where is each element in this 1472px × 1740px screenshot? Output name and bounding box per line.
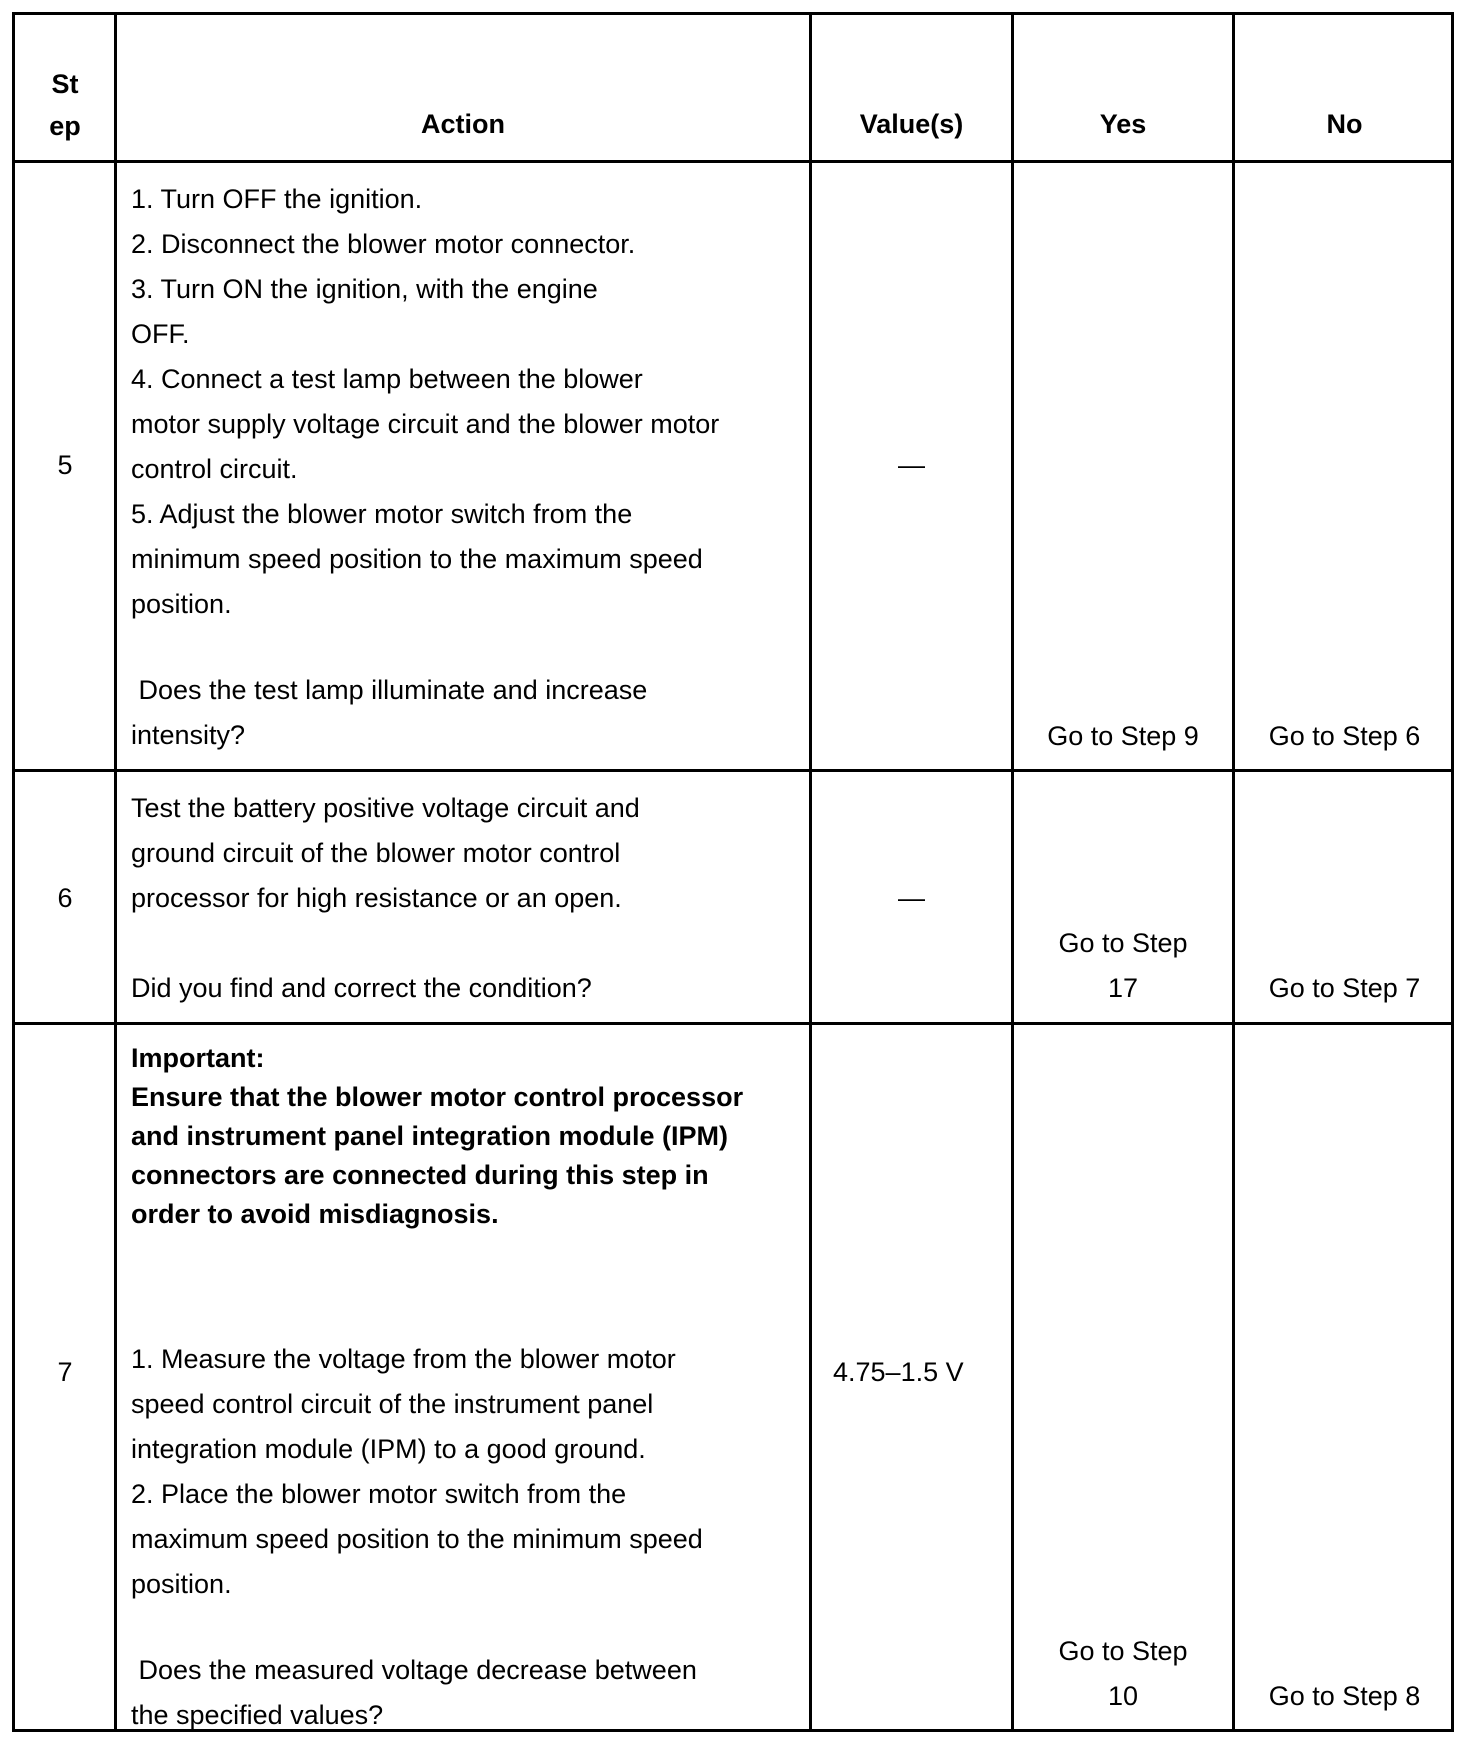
- no-line: Go to Step 7: [1268, 973, 1421, 1003]
- action-line: 2. Disconnect the blower motor connector.: [131, 229, 636, 259]
- header-step: [15, 63, 115, 147]
- action-line: Test the battery positive voltage circuit and: [131, 793, 640, 823]
- action-line: 1. Turn OFF the ignition.: [131, 184, 423, 214]
- question-line: Does the test lamp illuminate and increase: [131, 675, 648, 705]
- action-line: 2. Place the blower motor switch from the: [131, 1479, 627, 1509]
- header-values: Value(s): [859, 109, 964, 139]
- row-divider: [15, 769, 1451, 772]
- action-line: integration module (IPM) to a good ground.: [131, 1434, 646, 1464]
- important-line: and instrument panel integration module (IPM): [131, 1121, 729, 1151]
- yes-line: Go to Step: [1058, 1636, 1188, 1666]
- action-cell: [131, 1039, 803, 1738]
- no-cell: [1235, 714, 1454, 759]
- question-line: the specified values?: [131, 1700, 384, 1730]
- no-cell: [1235, 966, 1454, 1011]
- important-note: [131, 1039, 803, 1234]
- action-line: 3. Turn ON the ignition, with the engine: [131, 274, 598, 304]
- yes-cell: [1014, 921, 1232, 1011]
- header-yes: Yes: [1099, 109, 1147, 139]
- action-line: position.: [131, 589, 232, 619]
- action-line: maximum speed position to the minimum speed: [131, 1524, 703, 1554]
- action-line: position.: [131, 1569, 232, 1599]
- question-line: Did you find and correct the condition?: [131, 973, 592, 1003]
- action-line: processor for high resistance or an open.: [131, 883, 622, 913]
- action-line: speed control circuit of the instrument panel: [131, 1389, 654, 1419]
- action-line: control circuit.: [131, 454, 298, 484]
- value-cell: —: [898, 450, 925, 480]
- header-step-line: ep: [49, 111, 81, 141]
- row-divider: [15, 160, 1451, 163]
- column-divider: [1232, 15, 1235, 1729]
- action-cell: [131, 786, 803, 1011]
- yes-line: 10: [1107, 1681, 1139, 1711]
- step-number: 6: [57, 883, 73, 913]
- yes-line: Go to Step: [1058, 928, 1188, 958]
- yes-line: Go to Step 9: [1047, 721, 1199, 751]
- action-cell: [131, 177, 803, 758]
- action-line: OFF.: [131, 319, 190, 349]
- row-divider: [15, 1022, 1451, 1025]
- important-line: connectors are connected during this step in: [131, 1160, 709, 1190]
- column-divider: [1011, 15, 1014, 1729]
- header-action: Action: [421, 109, 505, 139]
- yes-cell: [1014, 714, 1232, 759]
- value-cell: 4.75–1.5 V: [833, 1357, 964, 1387]
- header-step-line: St: [51, 69, 79, 99]
- action-line: motor supply voltage circuit and the blower motor: [131, 409, 720, 439]
- action-line: 5. Adjust the blower motor switch from the: [131, 499, 633, 529]
- value-cell: —: [898, 883, 925, 913]
- important-line: Important:: [131, 1043, 265, 1073]
- no-line: Go to Step 8: [1268, 1681, 1421, 1711]
- column-divider: [809, 15, 812, 1729]
- column-divider: [114, 15, 117, 1729]
- question-line: Does the measured voltage decrease between: [131, 1655, 697, 1685]
- important-line: order to avoid misdiagnosis.: [131, 1199, 499, 1229]
- action-line: 4. Connect a test lamp between the blower: [131, 364, 643, 394]
- action-line: minimum speed position to the maximum speed: [131, 544, 703, 574]
- step-number: 5: [57, 450, 73, 480]
- no-line: Go to Step 6: [1268, 721, 1421, 751]
- yes-line: 17: [1107, 973, 1139, 1003]
- important-line: Ensure that the blower motor control processor: [131, 1082, 744, 1112]
- step-number: 7: [57, 1357, 73, 1387]
- question-line: intensity?: [131, 720, 246, 750]
- action-line: 1. Measure the voltage from the blower motor: [131, 1344, 676, 1374]
- no-cell: [1235, 1674, 1454, 1719]
- header-no: No: [1326, 109, 1363, 139]
- diagnostic-table: [12, 12, 1454, 1732]
- action-line: ground circuit of the blower motor control: [131, 838, 621, 868]
- yes-cell: [1014, 1629, 1232, 1719]
